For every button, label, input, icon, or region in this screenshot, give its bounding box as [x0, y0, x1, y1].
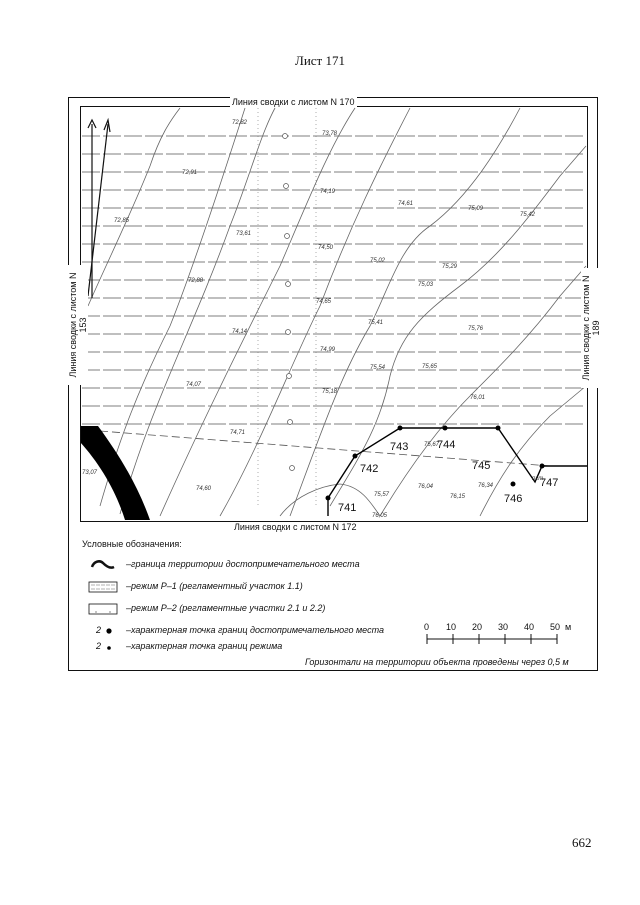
scale-tick-10: 10	[446, 622, 457, 632]
elevation-mark: 75,03	[418, 282, 434, 288]
elevation-mark: 75,09	[468, 206, 484, 212]
boundary-symbol-icon	[88, 559, 118, 571]
point-label-747: 747	[540, 477, 559, 489]
elevation-mark: 75,54	[370, 365, 386, 371]
elevation-mark: 72,91	[182, 170, 198, 176]
legend-label: –характерная точка границ достопримечательного места	[126, 625, 384, 635]
elevation-mark: 74,61	[398, 201, 414, 207]
map-canvas	[80, 106, 588, 522]
regime-hatch	[82, 136, 586, 424]
elevation-mark: 75,42	[520, 212, 536, 218]
elevation-mark: 75,76	[468, 326, 484, 332]
elevation-mark: 76,05	[372, 513, 388, 519]
elevation-mark: 76,15	[450, 494, 466, 500]
elevation-mark: 73,61	[236, 231, 252, 237]
elevation-mark: 72,82	[232, 120, 248, 126]
regime-p1-swatch-icon	[88, 581, 118, 593]
elevation-mark: 75,02	[370, 258, 386, 264]
elevation-mark: 74,71	[230, 430, 246, 436]
legend-label: –граница территории достопримечательного места	[126, 559, 360, 569]
point-label-742: 742	[360, 463, 379, 475]
north-arrow-icon	[88, 120, 110, 298]
elevation-mark: 74,99	[320, 347, 336, 353]
legend-prefix: 2	[96, 641, 102, 651]
legend-item-regime-p1	[82, 581, 422, 595]
contour-lines	[88, 108, 586, 516]
elevation-mark: 73,78	[322, 131, 338, 137]
elevation-mark: 75,29	[442, 264, 458, 270]
elevation-marks	[82, 120, 536, 519]
legend-title: Условные обозначения:	[82, 539, 182, 549]
elevation-mark: 74,14	[232, 329, 248, 335]
elevation-mark: 76,04	[418, 484, 434, 490]
edge-label-left: Линия сводки с листом N 153	[68, 265, 88, 385]
scale-tick-40: 40	[524, 622, 535, 632]
scale-tick-30: 30	[498, 622, 509, 632]
contour-note: Горизонтали на территории объекта проведены через 0,5 м	[305, 657, 569, 667]
regime-p2-swatch-icon	[88, 603, 118, 615]
elevation-mark: 75,65	[422, 364, 438, 370]
scale-unit: м	[565, 622, 572, 632]
edge-label-top: Линия сводки с листом N 170	[232, 97, 355, 107]
scale-tick-20: 20	[472, 622, 483, 632]
grid-verticals	[258, 108, 316, 506]
small-label: пгт	[532, 476, 544, 482]
legend-item-regime-p2	[82, 603, 422, 617]
scale-ruler	[426, 634, 562, 644]
elevation-mark: 74,50	[318, 245, 334, 251]
elevation-mark: 75,67	[424, 442, 440, 448]
scale-tick-0: 0	[424, 622, 430, 632]
elevation-mark: 75,41	[368, 320, 384, 326]
elevation-mark: 74,60	[196, 486, 212, 492]
legend-prefix: 2	[96, 625, 102, 635]
scale-tick-50: 50	[550, 622, 561, 632]
legend-label: –характерная точка границ режима	[126, 641, 283, 651]
edge-label-right: Линия сводки с листом N 189	[581, 268, 601, 388]
elevation-mark: 72,85	[114, 218, 130, 224]
legend-item-monument-point	[82, 625, 422, 639]
point-label-744: 744	[437, 439, 456, 451]
sheet-title: Лист 171	[295, 53, 345, 68]
elevation-mark: 72,88	[188, 278, 204, 284]
point-label-743: 743	[390, 441, 409, 453]
legend-label: –режим Р–1 (регламентный участок 1.1)	[126, 581, 303, 591]
elevation-mark: 75,57	[374, 492, 390, 498]
legend-label: –режим Р–2 (регламентные участки 2.1 и 2.2)	[126, 603, 326, 613]
scale-bar	[424, 622, 572, 646]
point-label-745: 745	[472, 460, 491, 472]
point-label-746: 746	[504, 493, 523, 505]
regime-point-icon	[105, 644, 113, 652]
elevation-mark: 74,07	[186, 382, 202, 388]
point-label-741: 741	[338, 502, 357, 514]
feature-circles	[283, 134, 295, 471]
edge-label-bottom: Линия сводки с листом N 172	[234, 522, 357, 532]
elevation-mark: 75,18	[322, 389, 338, 395]
elevation-mark: 76,34	[478, 483, 494, 489]
elevation-mark: 76,01	[470, 395, 486, 401]
legend-item-boundary	[82, 559, 422, 573]
map-border	[81, 107, 588, 522]
elevation-mark: 74,65	[316, 299, 332, 305]
monument-point-icon	[105, 627, 113, 635]
map-area[interactable]	[80, 106, 588, 522]
page-number: 662	[572, 835, 592, 850]
elevation-mark: 73,07	[82, 470, 98, 476]
legend-item-regime-point	[82, 641, 422, 655]
elevation-mark: 74,19	[320, 189, 336, 195]
